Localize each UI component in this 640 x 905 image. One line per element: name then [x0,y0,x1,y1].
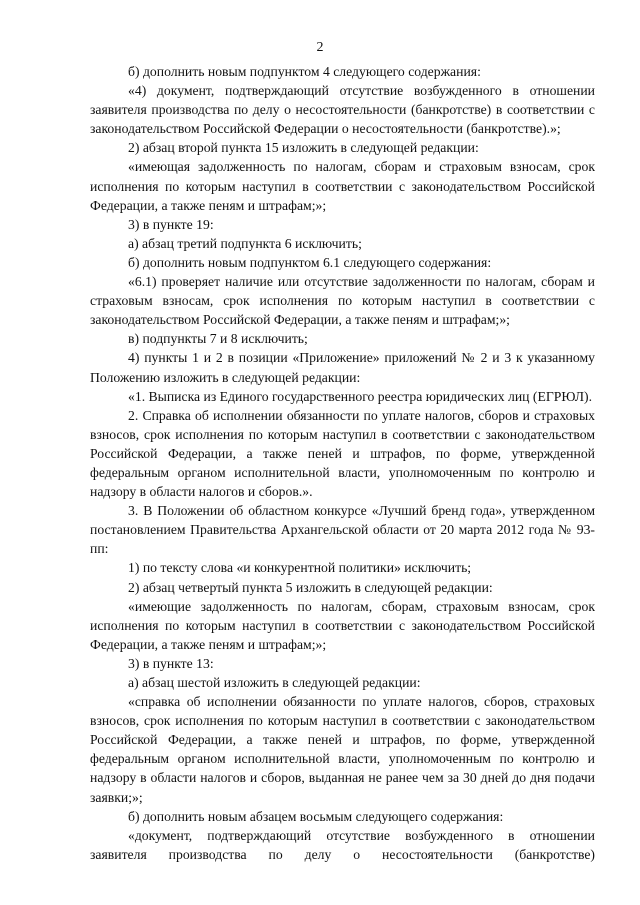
paragraph: «4) документ, подтверждающий отсутствие возбужденного в отношении заявителя производства по делу о несостоятельности (банкротстве) в соответствии с законодательством Российской Федерации о несостоятельности (банкротстве).»; [90,83,595,137]
paragraph: а) абзац шестой изложить в следующей редакции: [128,675,421,690]
paragraph: «1. Выписка из Единого государственного реестра юридических лиц (ЕГРЮЛ). [128,388,592,404]
paragraph: 3. В Положении об областном конкурсе «Лучший бренд года», утвержденном постановлением Правительства Архангельской области от 20 марта 2012 года № 93-пп: [90,503,595,557]
paragraph: б) дополнить новым подпунктом 6.1 следующего содержания: [128,254,492,270]
paragraph: «документ, подтверждающий отсутствие возбужденного в отношении заявителя производства по делу о несостоятельности (банкротстве) [90,827,595,862]
document-body [90,62,595,864]
paragraph: «имеющая задолженность по налогам, сборам и страховым взносам, срок исполнения по которым наступил в соответствии с законодательством Российской Федерации, а также пеням и штрафам;»; [90,159,595,213]
paragraph: «6.1) проверяет наличие или отсутствие задолженности по налогам, сборам и страховым взносам, срок исполнения по которым наступил в соответствии с законодательством Российской Федерации, а также пеням и штрафам;»; [90,274,595,328]
paragraph: в) подпункты 7 и 8 исключить; [128,331,308,347]
paragraph: б) дополнить новым абзацем восьмым следующего содержания: [128,808,504,824]
paragraph: 4) пункты 1 и 2 в позиции «Приложение» приложений № 2 и 3 к указанному Положению изложить в следующей редакции: [90,350,595,385]
paragraph: б) дополнить новым подпунктом 4 следующего содержания: [128,64,481,79]
paragraph: 2) абзац второй пункта 15 изложить в следующей редакции: [128,140,479,156]
paragraph: 1) по тексту слова «и конкурентной политики» исключить; [128,560,472,576]
page-number: 2 [316,40,324,55]
paragraph: а) абзац третий подпункта 6 исключить; [128,235,362,251]
paragraph: «справка об исполнении обязанности по уплате налогов, сборов, страховых взносов, срок исполнения по которым наступил в соответствии с законодательством Российской Федерации, а также пеней и штрафов, по форме, утвержденной федеральным органом исполнительной власти, уполномоченным по контролю и надзору в области налогов и сборов, выданная не ранее чем за 30 дней до дня подачи заявки;»; [90,694,595,805]
paragraph: 3) в пункте 13: [128,655,214,671]
paragraph: 2) абзац четвертый пункта 5 изложить в следующей редакции: [128,579,493,595]
paragraph: 2. Справка об исполнении обязанности по уплате налогов, сборов и страховых взносов, срок исполнения по которым наступил в соответствии с законодательством Российской Федерации, а также пеней и штрафов, по форме, утвержденной федеральным органом исполнительной власти, уполномоченным по контролю и надзору в области налогов и сборов.». [90,407,595,500]
paragraph: «имеющие задолженность по налогам, сборам, страховым взносам, срок исполнения по которым наступил в соответствии с законодательством Российской Федерации, а также пеням и штрафам;»; [90,598,595,652]
paragraph: 3) в пункте 19: [128,216,214,232]
